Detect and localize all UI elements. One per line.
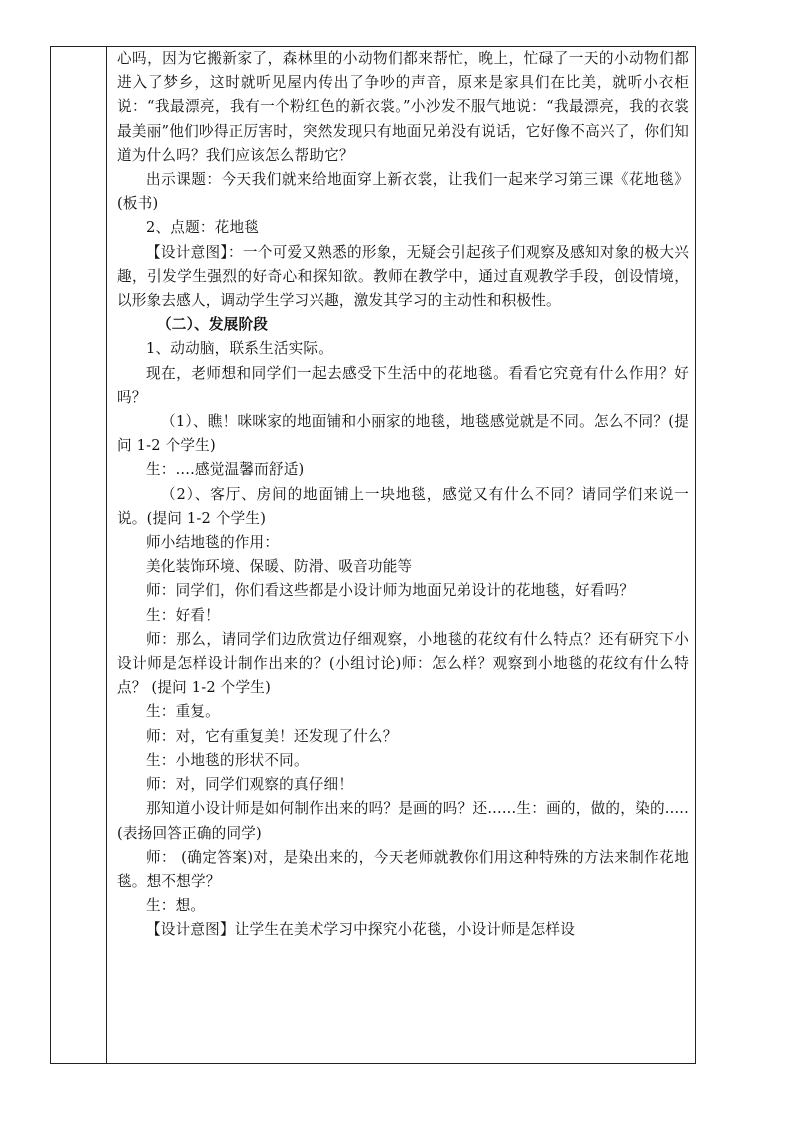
paragraph: 2、点题：花地毯 (146, 219, 260, 237)
paragraph: 心吗，因为它搬新家了，森林里的小动物们都来帮忙，晚上，忙碌了一天的小动物们都进入了梦乡，这时就听见屋内传出了争吵的声音，原来是家具们在比美，就听小衣柜说：“我最漂亮，我有一个粉红色的新衣裳。”小沙发不服气地说：“我最漂亮，我的衣裳最美丽”他们吵得正厉害时，突然发现只有地面兄弟没有说话，它好像不高兴了，你们知道为什么吗？我们应该怎么帮助它？ (117, 50, 689, 164)
paragraph: 那知道小设计师是如何制作出来的吗？是画的吗？还......生：画的，做的，染的..... (表扬回答正确的同学) (117, 800, 689, 842)
paragraph: 出示课题：今天我们就来给地面穿上新衣裳，让我们一起来学习第三课《花地毯》(板书) (117, 171, 689, 213)
paragraph: 师：同学们，你们看这些都是小设计师为地面兄弟设计的花地毯，好看吗？ (146, 582, 635, 600)
paragraph: 生：小地毯的形状不同。 (146, 751, 309, 769)
paragraph: （2）、客厅、房间的地面铺上一块地毯，感觉又有什么不同？请同学们来说一说。(提问 1-2 个学生) (117, 485, 689, 527)
paragraph: 生：想。 (146, 897, 206, 915)
section-heading: （二）、发展阶段 (157, 316, 269, 334)
paragraph: 生：....感觉温馨而舒适) (146, 461, 305, 479)
paragraph: 现在，老师想和同学们一起去感受下生活中的花地毯。看看它究竟有什么作用？好吗？ (117, 364, 689, 406)
paragraph: 生：重复。 (146, 703, 220, 721)
paragraph: 师：对，它有重复美！还发现了什么？ (146, 727, 398, 745)
paragraph: 师小结地毯的作用： (146, 534, 280, 552)
paragraph: 【设计意图】：一个可爱又熟悉的形象，无疑会引起孩子们观察及感知对象的极大兴趣，引发学生强烈的好奇心和探知欲。教师在教学中，通过直观教学手段，创设情境，以形象去感人，调动学生学习兴趣，激发其学习的主动性和积极性。 (117, 243, 689, 310)
paragraph: 师： (确定答案)对，是染出来的，今天老师就教你们用这种特殊的方法来制作花地毯。想不想学？ (117, 848, 689, 890)
lesson-content-cell (117, 47, 689, 943)
paragraph: （1）、瞧！咪咪家的地面铺和小丽家的地毯，地毯感觉就是不同。怎么不同？(提问 1-2 个学生) (117, 413, 689, 455)
paragraph: 师：对，同学们观察的真仔细！ (146, 776, 354, 794)
paragraph: 1、动动脑，联系生活实际。 (146, 340, 334, 358)
paragraph: 【设计意图】让学生在美术学习中探究小花毯，小设计师是怎样设 (146, 921, 576, 939)
paragraph: 师：那么，请同学们边欣赏边仔细观察，小地毯的花纹有什么特点？还有研究下小设计师是怎样设计制作出来的？(小组讨论)师：怎么样？观察到小地毯的花纹有什么特点？ (提问 1-2 个学生) (117, 630, 689, 697)
column-divider (106, 46, 107, 1064)
paragraph: 美化装饰环境、保暖、防滑、吸音功能等 (146, 558, 413, 576)
paragraph: 生：好看！ (146, 606, 220, 624)
